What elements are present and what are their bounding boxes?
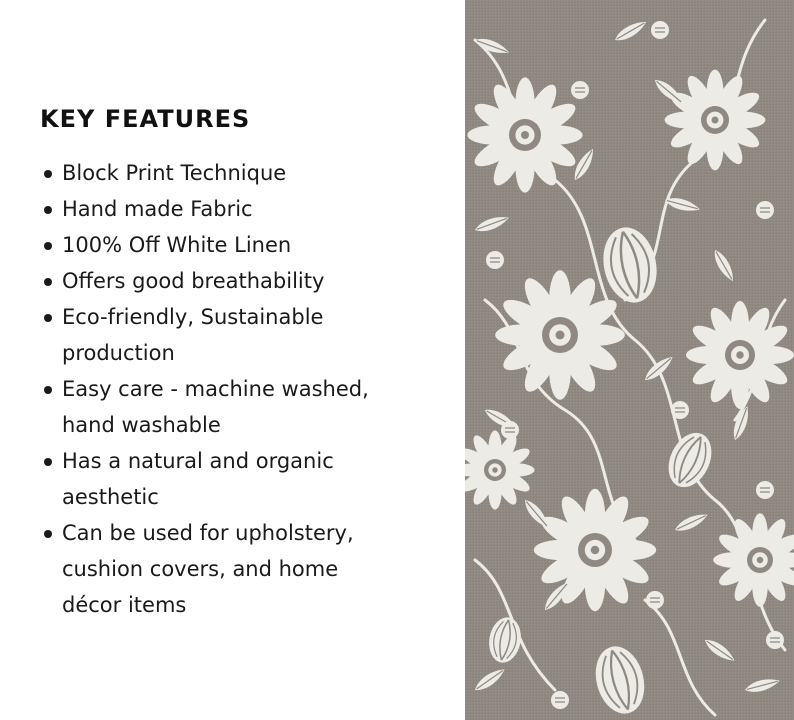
feature-item (40, 155, 440, 191)
feature-text-continued: décor items (62, 593, 187, 617)
feature-text: Eco-friendly, Sustainable (62, 305, 324, 329)
bullet-icon (44, 386, 52, 394)
feature-text-continued: hand washable (62, 413, 221, 437)
feature-text: Block Print Technique (62, 161, 287, 185)
bullet-icon (44, 530, 52, 538)
key-features-heading: KEY FEATURES (40, 105, 251, 133)
feature-text: Can be used for upholstery, (62, 521, 354, 545)
bullet-icon (44, 458, 52, 466)
fabric-image (465, 0, 794, 720)
feature-list (40, 155, 440, 623)
bullet-icon (44, 242, 52, 250)
bullet-icon (44, 206, 52, 214)
feature-item (40, 371, 440, 443)
floral-pattern-illustration (465, 0, 794, 720)
feature-text-continued: aesthetic (62, 485, 159, 509)
feature-item (40, 263, 440, 299)
feature-text: Has a natural and organic (62, 449, 334, 473)
bullet-icon (44, 170, 52, 178)
feature-text: 100% Off White Linen (62, 233, 292, 257)
bullet-icon (44, 314, 52, 322)
feature-item (40, 191, 440, 227)
feature-item (40, 515, 440, 623)
feature-text: Easy care - machine washed, (62, 377, 369, 401)
feature-item (40, 227, 440, 263)
feature-text-continued: production (62, 341, 175, 365)
feature-text: Hand made Fabric (62, 197, 253, 221)
feature-item (40, 443, 440, 515)
feature-item (40, 299, 440, 371)
feature-text: Offers good breathability (62, 269, 325, 293)
bullet-icon (44, 278, 52, 286)
feature-text-continued: cushion covers, and home (62, 557, 339, 581)
